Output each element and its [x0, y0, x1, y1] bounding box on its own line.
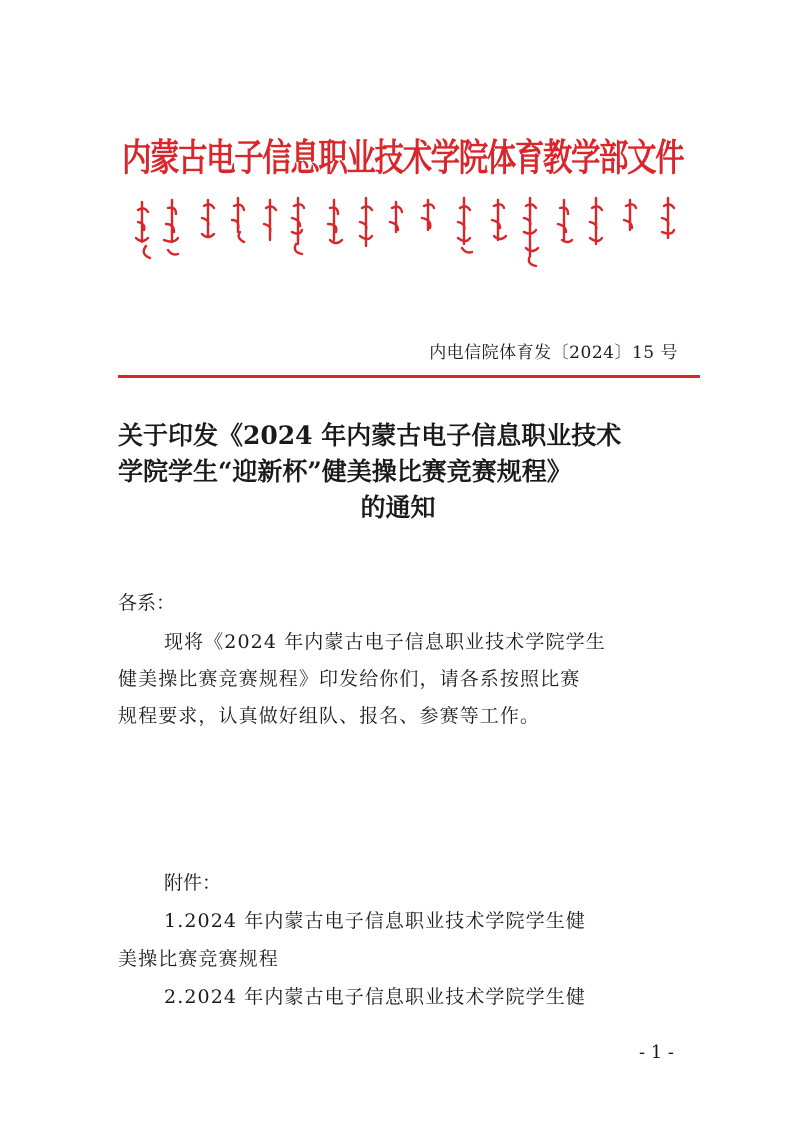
body-line-1: 现将《2024 年内蒙古电子信息职业技术学院学生 [164, 631, 606, 653]
body-line-3: 规程要求，认真做好组队、报名、参赛等工作。 [118, 705, 541, 727]
body-line-2: 健美操比赛竞赛规程》印发给你们，请各系按照比赛 [118, 668, 581, 690]
letterhead-title: 内蒙古电子信息职业技术学院体育教学部文件 [122, 135, 684, 180]
attachments-list [118, 902, 674, 1016]
title-line-2: 学院学生“迎新杯”健美操比赛竞赛规程》 [118, 457, 572, 486]
title-line-1: 关于印发《2024 年内蒙古电子信息职业技术 [118, 421, 622, 450]
title-line-3: 的通知 [360, 493, 436, 522]
salutation: 各系： [118, 592, 176, 614]
attachment-2-line-1: 2.2024 年内蒙古电子信息职业技术学院学生健 [164, 986, 586, 1008]
mongolian-script-graphic [128, 196, 698, 270]
page-number: - 1 - [638, 1042, 674, 1063]
attachments-label: 附件： [164, 872, 222, 894]
attachment-1-line-1: 1.2024 年内蒙古电子信息职业技术学院学生健 [164, 910, 586, 932]
document-number: 内电信院体育发〔2024〕15 号 [429, 343, 678, 363]
red-divider-line [118, 375, 700, 378]
letterhead-mongolian-script [128, 196, 698, 270]
notice-title [118, 418, 678, 526]
body-paragraph [118, 624, 674, 735]
attachment-1-line-2: 美操比赛竞赛规程 [118, 948, 279, 970]
